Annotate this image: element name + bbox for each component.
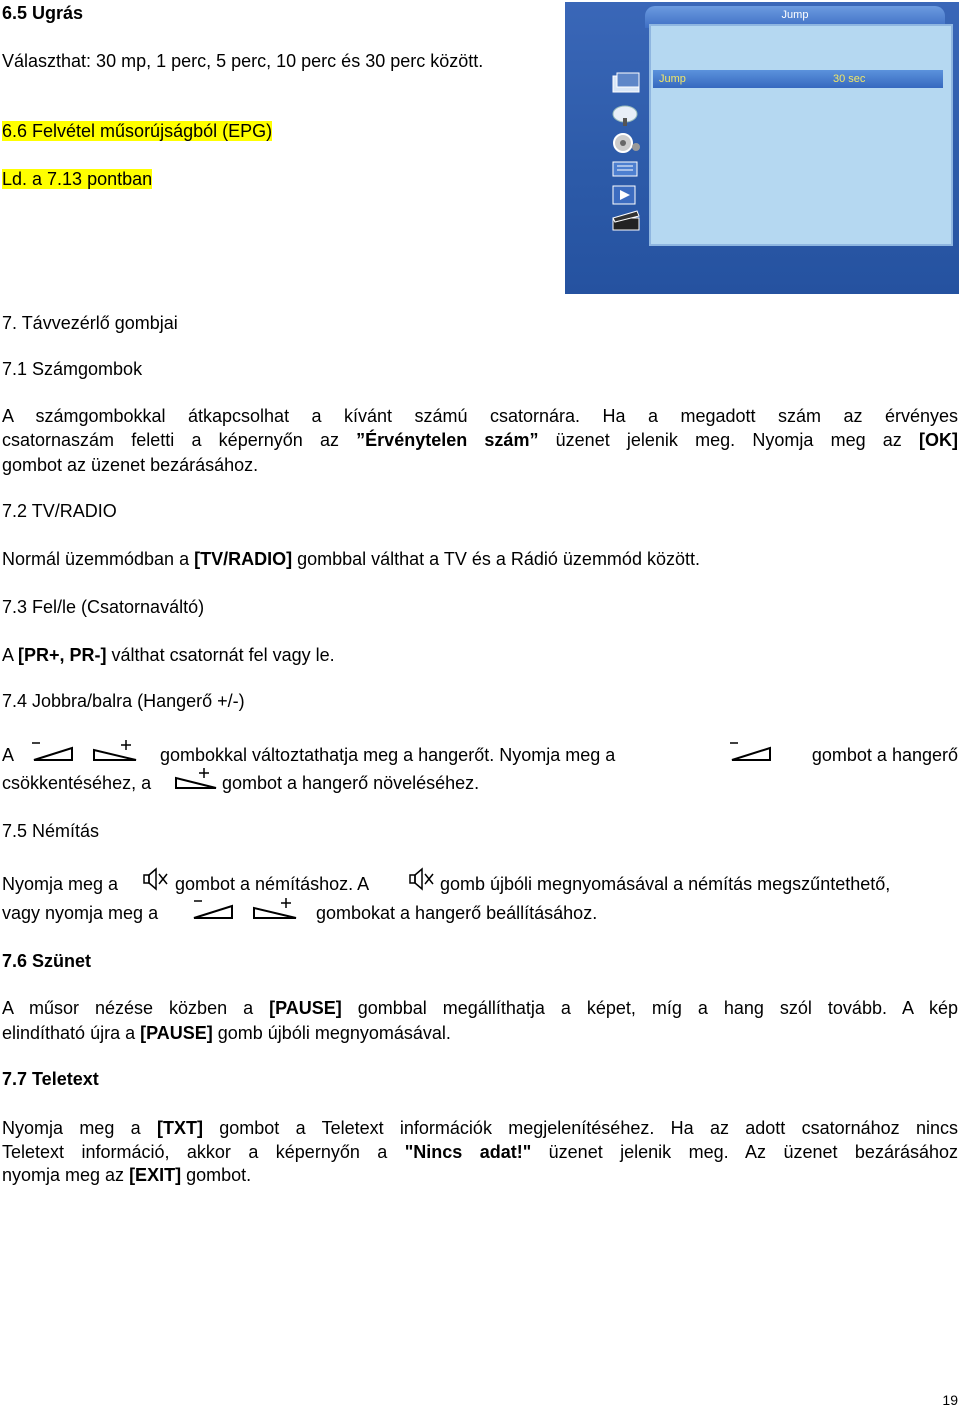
mute-icon — [142, 866, 170, 892]
section-6-6-heading: 6.6 Felvétel műsorújságból (EPG) — [2, 121, 273, 141]
satellite-dish-icon — [609, 102, 645, 128]
section-7-4-line-1-c: gombot a hangerő — [811, 745, 958, 765]
jump-menu-screenshot — [565, 2, 959, 294]
section-7-5-heading: 7.5 Némítás — [2, 821, 100, 841]
volume-down-icon — [30, 740, 74, 764]
section-7-1-line-3: gombot az üzenet bezárásához. — [2, 455, 259, 475]
section-7-5-line-2-a: vagy nyomja meg a — [2, 903, 159, 923]
section-7-6-heading: 7.6 Szünet — [2, 951, 92, 971]
volume-down-icon — [190, 898, 234, 922]
menu-title-bar: Jump — [645, 6, 945, 28]
section-6-6-reference: Ld. a 7.13 pontban — [2, 169, 153, 189]
section-7-1-heading: 7.1 Számgombok — [2, 359, 143, 379]
section-7-4-line-1-a: A — [2, 745, 15, 765]
section-7-5-line-1-b: gombot a némításhoz. A — [175, 874, 370, 894]
settings-gear-icon — [609, 130, 645, 156]
mute-icon — [408, 866, 436, 892]
section-7-2-heading: 7.2 TV/RADIO — [2, 501, 117, 521]
section-7-7-line-3: nyomja meg az [EXIT] gombot. — [2, 1165, 252, 1185]
section-7-6-line-2: elindítható újra a [PAUSE] gomb újbóli megnyomásával. — [2, 1023, 451, 1043]
volume-down-icon — [728, 740, 772, 764]
section-7-1-line-2: csatornaszám feletti a képernyőn az ”Érvénytelen szám” üzenet jelenik meg. Nyomja meg az [OK] — [2, 430, 959, 450]
jump-row-value: 30 sec — [833, 73, 866, 85]
section-7-6-line-1: A műsor nézése közben a [PAUSE] gombbal megállíthatja a képet, míg a hang szól tovább. A kép — [2, 998, 958, 1018]
tools-icon — [609, 156, 645, 182]
jump-setting-row — [653, 70, 943, 88]
clapperboard-icon — [609, 208, 645, 234]
section-7-4-line-2-a: csökkentéséhez, a — [2, 773, 152, 793]
menu-panel — [649, 24, 953, 246]
folder-icon — [609, 70, 645, 96]
volume-up-icon — [174, 766, 220, 792]
section-7-5-line-1-c: gomb újbóli megnyomásával a némítás megszűntethető, — [440, 874, 891, 894]
section-6-5-heading: 6.5 Ugrás — [2, 3, 84, 23]
section-7-4-line-2-b: gombot a hangerő növeléséhez. — [222, 773, 480, 793]
section-7-7-line-2: Teletext információ, akkor a képernyőn a "Nincs adat!" üzenet jelenik meg. Az üzenet bezárásához — [2, 1142, 958, 1162]
section-7-4-heading: 7.4 Jobbra/balra (Hangerő +/-) — [2, 691, 245, 711]
page-number: 19 — [942, 1392, 958, 1408]
section-7-1-line-1: A számgombokkal átkapcsolhat a kívánt számú csatornára. Ha a megadott szám az érvényes — [2, 406, 958, 426]
media-icon — [609, 182, 645, 208]
section-7-7-line-1: Nyomja meg a [TXT] gombot a Teletext információk megjelenítéséhez. Ha az adott csatornához nincs — [2, 1118, 958, 1138]
section-7-2-body: Normál üzemmódban a [TV/RADIO] gombbal válthat a TV és a Rádió üzemmód között. — [2, 549, 700, 569]
volume-up-icon — [92, 738, 138, 764]
volume-up-icon — [252, 896, 298, 922]
section-7-3-heading: 7.3 Fel/le (Csatornaváltó) — [2, 597, 205, 617]
section-7-7-heading: 7.7 Teletext — [2, 1069, 99, 1089]
section-6-5-body: Választhat: 30 mp, 1 perc, 5 perc, 10 perc és 30 perc között. — [2, 51, 484, 71]
section-7-5-line-2-b: gombokat a hangerő beállításához. — [316, 903, 598, 923]
section-7-5-line-1-a: Nyomja meg a — [2, 874, 119, 894]
jump-row-label: Jump — [659, 73, 686, 85]
section-7-3-body: A [PR+, PR-] válthat csatornát fel vagy le. — [2, 645, 335, 665]
section-7-heading: 7. Távvezérlő gombjai — [2, 313, 178, 333]
section-7-4-line-1-b: gombokkal változtathatja meg a hangerőt. Nyomja meg a — [160, 745, 616, 765]
